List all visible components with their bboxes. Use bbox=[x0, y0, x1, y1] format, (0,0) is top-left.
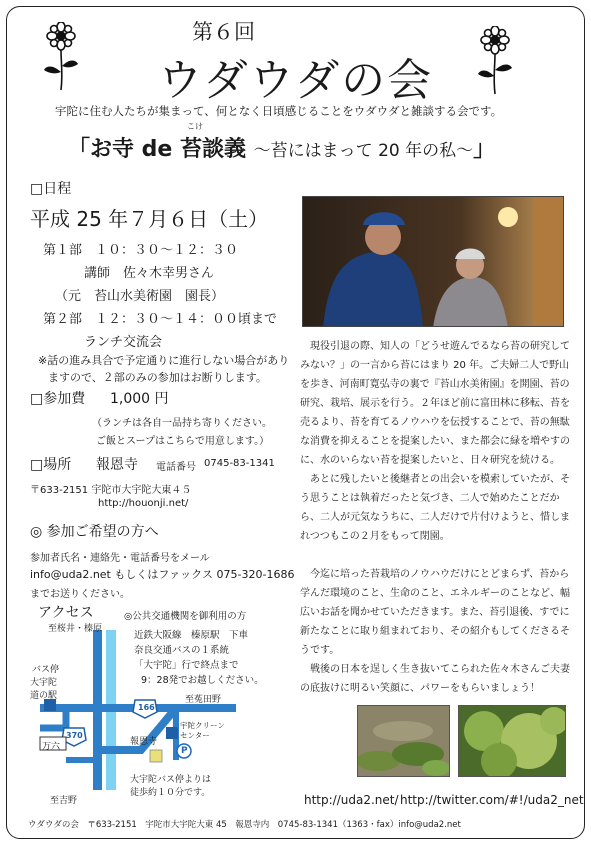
map-label-bus-stop: バス停 bbox=[32, 665, 60, 675]
part1-time: 第１部 １０：３０～１２：３０ bbox=[43, 243, 239, 258]
map-label-to-utano: 至菟田野 bbox=[185, 695, 222, 705]
theme-main: 「お寺 de 苔談義 bbox=[68, 137, 246, 162]
story-paragraph: 戦後の日本を逞しく生き抜いてこられた佐々木さんご夫妻の底抜けに明るい笑顔に、パワーをもらいましょう！ bbox=[300, 664, 570, 694]
fee-amount: 1,000 円 bbox=[110, 391, 169, 407]
footer-contact: ウダウダの会 〒633-2151 宇陀市大宇陀大東 45 報恩寺内 0745-83-1341（1363・fax）info@uda2.net bbox=[28, 820, 461, 830]
ruby-reading: こけ bbox=[187, 122, 203, 131]
website-link[interactable]: http://uda2.net/ bbox=[304, 793, 399, 807]
venue-phone-label: 電話番号 bbox=[156, 462, 196, 473]
map-label-clean-center-2: センター bbox=[180, 731, 210, 740]
public-transport-2: 奈良交通バスの１系統 bbox=[134, 645, 230, 656]
story-paragraph: あとに残したいと後継者との出会いを模索していたが、そう思うことは執着だったと気づき、二人で始めたことだから、二人が元気なうちに、二人だけで片付けようと、惜しまれつつもこの２月をもって閉園。 bbox=[300, 474, 570, 542]
public-transport-1: 近鉄大阪線 榛原駅 下車 bbox=[134, 630, 249, 641]
map-walk-note-1: 大宇陀バス停よりは bbox=[130, 775, 212, 785]
apply-line-3: までお送りください。 bbox=[30, 589, 130, 600]
schedule-note-2: ますので、２部のみの参加はお断りします。 bbox=[48, 371, 267, 384]
moss-garden-photo bbox=[357, 705, 450, 777]
parking-icon: P bbox=[181, 746, 188, 756]
twitter-link[interactable]: http://twitter.com/#!/uda2_net bbox=[400, 793, 584, 807]
story-paragraph: 現役引退の際、知人の「どうせ遊んでるなら苔の研究してみない？」の一言から苔にはまり 20 年。ご夫婦二人で野山を歩き、河南町寛弘寺の裏で『苔山水美術園』を開園、苔の研究、栽培、展示を行う。２年ほど前に富田林に移転、苔を売るより、苔を育てるノウハウを伝授することで、苔の無駄な消費を抑えることを提案したい、また都会に緑を増やすのに、水のいらない苔を提案したいと、日々研究を続ける。 bbox=[300, 341, 570, 466]
map-label-clean-center-1: 宇陀クリーン bbox=[180, 721, 225, 730]
public-transport-heading: ◎公共交通機関を御利用の方 bbox=[124, 611, 247, 622]
venue-phone: 0745-83-1341 bbox=[204, 458, 275, 469]
schedule-note-1: ※話の進み具合で予定通りに進行しない場合があり bbox=[38, 354, 290, 367]
map-label-michinoeki-1: 大宇陀 bbox=[30, 678, 58, 688]
route-166-label: 166 bbox=[138, 703, 155, 712]
talk-theme bbox=[68, 132, 495, 163]
event-date: 平成 25 年７月６日（土） bbox=[30, 207, 269, 231]
part2-time: 第２部 １２：３０～１４：００頃まで bbox=[43, 312, 278, 327]
venue-address: 〒633-2151 宇陀市大宇陀大東４５ bbox=[30, 485, 192, 496]
map-label-michinoeki-2: 道の駅 bbox=[30, 691, 58, 701]
lunch-label: ランチ交流会 bbox=[84, 335, 163, 350]
venue-name: 報恩寺 bbox=[96, 457, 138, 473]
speaker-photo bbox=[302, 196, 564, 327]
story-paragraph: 今迄に培った苔栽培のノウハウだけにとどまらず、苔から学んだ環境のこと、生命のこと、エネルギーのことなど、幅広いお話を聞かせていただきます。また、苔引退後、すでに新たなことに取り組まれており、その紹介もしてくださるそうです。 bbox=[300, 569, 570, 656]
access-heading: アクセス bbox=[38, 605, 94, 621]
apply-line-1: 参加者氏名・連絡先・電話番号をメール bbox=[30, 553, 210, 564]
apply-contact[interactable]: info@uda2.net もしくはファックス 075-320-1686 bbox=[30, 568, 295, 581]
map-label-houonji: 報恩寺 bbox=[130, 737, 158, 747]
map-walk-note-2: 徒歩約１０分です。 bbox=[130, 788, 211, 798]
fee-note-1: （ランチは各自一品持ち寄りください。 bbox=[92, 418, 272, 429]
event-title: ウダウダの会 bbox=[158, 55, 434, 106]
map-label-manroku: 万六 bbox=[42, 742, 61, 752]
theme-subtitle: ～苔にはまって 20 年の私～ bbox=[253, 141, 474, 161]
speaker-story bbox=[300, 337, 572, 698]
schedule-heading: □日程 bbox=[30, 181, 72, 197]
tagline: 宇陀に住む人たちが集まって、何となく日頃感じることをウダウダと雑談する会です。 bbox=[55, 104, 503, 118]
route-370-label: 370 bbox=[66, 731, 83, 740]
fee-heading: □参加費 bbox=[30, 391, 86, 407]
speaker-title: （元 苔山水美術園 園長） bbox=[55, 289, 225, 304]
flower-illustration-right bbox=[476, 26, 514, 96]
venue-heading: □場所 bbox=[30, 457, 72, 473]
theme-close-bracket: 」 bbox=[473, 137, 496, 162]
public-transport-4: 9：28発でお越しください。 bbox=[141, 675, 264, 686]
moss-closeup-photo bbox=[458, 705, 566, 777]
public-transport-3: 「大宇陀」行で終点まで bbox=[134, 660, 239, 671]
map-label-to-sakurai: 至桜井・榛原 bbox=[48, 624, 103, 634]
map-label-to-yoshino: 至吉野 bbox=[50, 796, 78, 806]
venue-url[interactable]: http://houonji.net/ bbox=[98, 498, 189, 509]
fee-note-2: ご飯とスープはこちらで用意します。） bbox=[96, 436, 270, 447]
flower-illustration-left bbox=[42, 22, 80, 92]
apply-heading: ◎ 参加ご希望の方へ bbox=[30, 524, 159, 540]
edition-label: 第６回 bbox=[192, 20, 255, 44]
speaker: 講師 佐々木幸男さん bbox=[84, 266, 215, 281]
